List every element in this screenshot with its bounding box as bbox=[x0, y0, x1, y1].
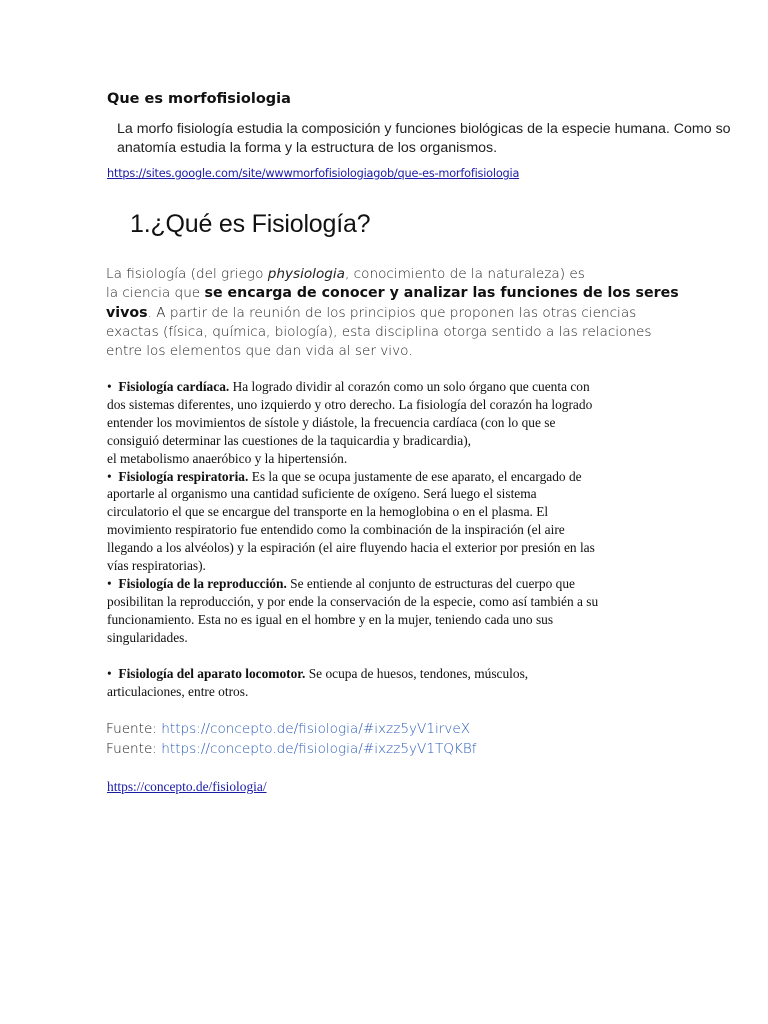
fuente-line bbox=[106, 720, 477, 740]
fuente-line bbox=[106, 740, 477, 760]
paragraph-line: exactas (física, química, biología), esta disciplina otorga sentido a las relaciones bbox=[106, 323, 652, 340]
paragraph-line: entre los elementos que dan vida al ser vivo. bbox=[106, 343, 413, 360]
list-line: llegando a los alvéolos) y la espiración (el aire fluyendo hacia el exterior por presión en las bbox=[107, 540, 595, 556]
fisiologia-types-list bbox=[107, 378, 667, 700]
text-run: Ha logrado dividir al corazón como un solo órgano que cuenta con bbox=[229, 379, 590, 394]
list-line: funcionamiento. Esta no es igual en el hombre y en la mujer, teniendo cada uno sus bbox=[107, 611, 554, 627]
fuente-label: Fuente: bbox=[106, 740, 162, 757]
bullet-icon: • bbox=[107, 379, 112, 394]
list-line: singularidades. bbox=[107, 629, 188, 645]
list-line: movimiento respiratorio fue entendido como la combinación de la inspiración (el aire bbox=[107, 522, 565, 538]
fuente-label: Fuente: bbox=[106, 721, 162, 737]
fisiologia-heading: 1.¿Qué es Fisiología? bbox=[130, 210, 371, 238]
list-line: aportarle al organismo una cantidad suficiente de oxígeno. Será luego el sistema bbox=[107, 486, 537, 502]
list-line: circulatorio el que se encargue del transporte en la hemoglobina o en el plasma. El bbox=[107, 504, 549, 520]
text-run: Es la que se ocupa justamente de ese aparato, el encargado de bbox=[248, 468, 582, 484]
morfofisiologia-paragraph bbox=[117, 120, 768, 158]
list-line: articulaciones, entre otros. bbox=[107, 683, 249, 699]
text-run: . A partir de la reunión de los principios que proponen las otras ciencias bbox=[147, 304, 637, 321]
list-item-cardiaca bbox=[107, 378, 667, 396]
text-run: Se ocupa de huesos, tendones, músculos, bbox=[305, 665, 529, 681]
paragraph-line: anatomía estudia la forma y la estructura de los organismos. bbox=[117, 140, 498, 156]
sites-google-link[interactable]: https://sites.google.com/site/wwwmorfofisiologiagob/que-es-morfofisiologia bbox=[107, 167, 520, 180]
list-item-title: Fisiología respiratoria. bbox=[118, 468, 249, 484]
emphasis-physiologia: physiologia bbox=[267, 266, 346, 282]
list-line: posibilitan la reproducción, y por ende la conservación de la especie, como así también a su bbox=[107, 593, 599, 609]
text-run: Se entiende al conjunto de estructuras del cuerpo que bbox=[286, 575, 575, 591]
text-run: , conocimiento de la naturaleza) es bbox=[345, 266, 585, 282]
strong-text: vivos bbox=[106, 304, 148, 321]
paragraph-line bbox=[106, 304, 706, 323]
strong-text: se encarga de conocer y analizar las funciones de los seres bbox=[204, 285, 679, 302]
list-item-reproduccion bbox=[107, 575, 667, 593]
fuente-link[interactable]: https://concepto.de/fisiologia/#ixzz5yV1TQKBf bbox=[161, 740, 477, 757]
list-item-title: Fisiología de la reproducción. bbox=[118, 575, 287, 591]
list-item-respiratoria bbox=[107, 468, 667, 486]
list-line: consiguió determinar las cuestiones de la taquicardia y bradicardia), bbox=[107, 432, 472, 448]
list-line: entender los movimientos de sístole y diástole, la frecuencia cardíaca (con lo que se bbox=[107, 414, 556, 430]
list-line: dos sistemas diferentes, uno izquierdo y otro derecho. La fisiología del corazón ha logrado bbox=[107, 396, 593, 412]
bullet-icon: • bbox=[107, 575, 112, 591]
list-line: el metabolismo anaeróbico y la hipertensión. bbox=[107, 450, 348, 466]
spacer bbox=[107, 647, 667, 665]
section-heading-morfofisiologia: Que es morfofisiologia bbox=[107, 91, 291, 107]
concepto-link[interactable]: https://concepto.de/fisiologia/ bbox=[107, 779, 267, 794]
fuente-link[interactable]: https://concepto.de/fisiologia/#ixzz5yV1irveX bbox=[161, 721, 471, 737]
list-item-locomotor bbox=[107, 665, 667, 683]
text-run: la ciencia que bbox=[106, 285, 205, 302]
list-item-title: Fisiología del aparato locomotor. bbox=[118, 665, 306, 681]
fisiologia-paragraph bbox=[106, 265, 706, 361]
paragraph-line bbox=[106, 265, 706, 284]
fuentes-block bbox=[106, 720, 477, 759]
list-item-title: Fisiología cardíaca. bbox=[118, 379, 230, 394]
paragraph-line bbox=[106, 284, 706, 303]
bullet-icon: • bbox=[107, 665, 112, 681]
text-run: La fisiología (del griego bbox=[106, 266, 268, 282]
list-line: vías respiratorias). bbox=[107, 558, 206, 574]
bullet-icon: • bbox=[107, 468, 112, 484]
paragraph-line: La morfo fisiología estudia la composición y funciones biológicas de la especie humana. Como so bbox=[117, 121, 731, 137]
